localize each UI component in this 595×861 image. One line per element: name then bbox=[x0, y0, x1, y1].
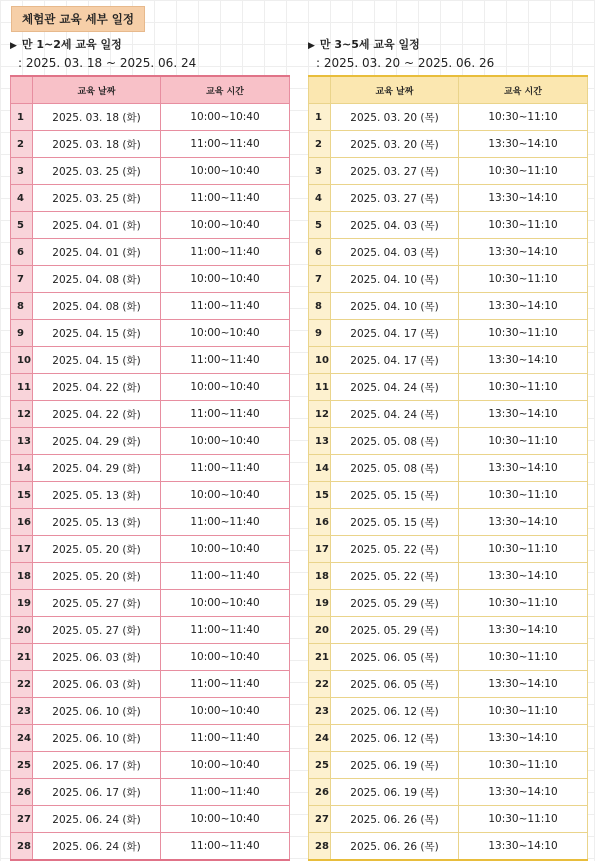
row-number: 28 bbox=[309, 833, 331, 861]
row-time: 10:00~10:40 bbox=[161, 482, 290, 509]
table-row bbox=[11, 455, 290, 482]
table-row bbox=[309, 482, 588, 509]
table-row bbox=[11, 563, 290, 590]
row-time: 10:00~10:40 bbox=[161, 212, 290, 239]
row-time: 10:30~11:10 bbox=[459, 806, 588, 833]
row-time: 11:00~11:40 bbox=[161, 185, 290, 212]
row-number: 10 bbox=[309, 347, 331, 374]
row-time: 10:30~11:10 bbox=[459, 590, 588, 617]
page-title: 체험관 교육 세부 일정 bbox=[11, 6, 145, 32]
row-date: 2025. 06. 12 (목) bbox=[331, 725, 459, 752]
row-date: 2025. 05. 15 (목) bbox=[331, 509, 459, 536]
row-number: 20 bbox=[11, 617, 33, 644]
row-number: 5 bbox=[309, 212, 331, 239]
table-row bbox=[11, 131, 290, 158]
row-number: 9 bbox=[11, 320, 33, 347]
row-date: 2025. 06. 17 (화) bbox=[33, 752, 161, 779]
row-number: 1 bbox=[11, 104, 33, 131]
table-row bbox=[309, 509, 588, 536]
row-number: 18 bbox=[11, 563, 33, 590]
table-row bbox=[11, 590, 290, 617]
table-row bbox=[309, 131, 588, 158]
row-date: 2025. 03. 25 (화) bbox=[33, 158, 161, 185]
table-row bbox=[309, 752, 588, 779]
row-date: 2025. 06. 05 (목) bbox=[331, 671, 459, 698]
table-row bbox=[309, 428, 588, 455]
row-number: 26 bbox=[11, 779, 33, 806]
header-time: 교육 시간 bbox=[161, 76, 290, 104]
row-time: 11:00~11:40 bbox=[161, 725, 290, 752]
row-number: 3 bbox=[309, 158, 331, 185]
row-number: 8 bbox=[11, 293, 33, 320]
table-row bbox=[309, 266, 588, 293]
row-number: 22 bbox=[11, 671, 33, 698]
row-date: 2025. 03. 18 (화) bbox=[33, 104, 161, 131]
row-number: 3 bbox=[11, 158, 33, 185]
row-number: 24 bbox=[309, 725, 331, 752]
row-time: 11:00~11:40 bbox=[161, 401, 290, 428]
table-row bbox=[309, 293, 588, 320]
table-row bbox=[309, 347, 588, 374]
row-time: 13:30~14:10 bbox=[459, 509, 588, 536]
row-time: 10:00~10:40 bbox=[161, 104, 290, 131]
section-heading-text: 만 1~2세 교육 일정 bbox=[21, 38, 122, 51]
row-number: 10 bbox=[11, 347, 33, 374]
table-row bbox=[309, 779, 588, 806]
row-number: 11 bbox=[309, 374, 331, 401]
row-time: 10:30~11:10 bbox=[459, 320, 588, 347]
row-date: 2025. 05. 08 (목) bbox=[331, 428, 459, 455]
row-date: 2025. 04. 17 (목) bbox=[331, 320, 459, 347]
row-time: 10:30~11:10 bbox=[459, 752, 588, 779]
row-number: 16 bbox=[11, 509, 33, 536]
table-row bbox=[11, 698, 290, 725]
row-date: 2025. 03. 18 (화) bbox=[33, 131, 161, 158]
row-time: 11:00~11:40 bbox=[161, 131, 290, 158]
row-number: 14 bbox=[309, 455, 331, 482]
row-time: 10:30~11:10 bbox=[459, 428, 588, 455]
row-number: 18 bbox=[309, 563, 331, 590]
row-date: 2025. 03. 27 (목) bbox=[331, 158, 459, 185]
row-time: 11:00~11:40 bbox=[161, 293, 290, 320]
row-time: 11:00~11:40 bbox=[161, 347, 290, 374]
row-time: 13:30~14:10 bbox=[459, 347, 588, 374]
table-row bbox=[309, 455, 588, 482]
table-row bbox=[309, 617, 588, 644]
row-number: 14 bbox=[11, 455, 33, 482]
table-row bbox=[309, 563, 588, 590]
row-date: 2025. 05. 13 (화) bbox=[33, 482, 161, 509]
table-row bbox=[11, 239, 290, 266]
table-row bbox=[11, 671, 290, 698]
row-date: 2025. 04. 22 (화) bbox=[33, 374, 161, 401]
row-date: 2025. 04. 08 (화) bbox=[33, 266, 161, 293]
schedule-section-age-3-5 bbox=[308, 36, 587, 861]
table-row bbox=[309, 536, 588, 563]
row-date: 2025. 03. 25 (화) bbox=[33, 185, 161, 212]
row-time: 10:00~10:40 bbox=[161, 806, 290, 833]
row-number: 4 bbox=[309, 185, 331, 212]
row-number: 11 bbox=[11, 374, 33, 401]
row-number: 2 bbox=[309, 131, 331, 158]
row-date: 2025. 06. 05 (목) bbox=[331, 644, 459, 671]
row-date: 2025. 05. 08 (목) bbox=[331, 455, 459, 482]
row-time: 13:30~14:10 bbox=[459, 455, 588, 482]
row-date: 2025. 06. 26 (목) bbox=[331, 806, 459, 833]
row-time: 13:30~14:10 bbox=[459, 185, 588, 212]
row-time: 10:30~11:10 bbox=[459, 158, 588, 185]
row-date: 2025. 05. 20 (화) bbox=[33, 563, 161, 590]
row-date: 2025. 05. 29 (목) bbox=[331, 590, 459, 617]
section-date-range: : 2025. 03. 20 ~ 2025. 06. 26 bbox=[316, 56, 495, 70]
table-header-row bbox=[309, 76, 588, 104]
row-number: 25 bbox=[309, 752, 331, 779]
row-number: 4 bbox=[11, 185, 33, 212]
table-row bbox=[309, 320, 588, 347]
row-date: 2025. 05. 22 (목) bbox=[331, 536, 459, 563]
row-date: 2025. 04. 24 (목) bbox=[331, 401, 459, 428]
row-time: 13:30~14:10 bbox=[459, 293, 588, 320]
row-time: 10:00~10:40 bbox=[161, 158, 290, 185]
schedule-table bbox=[10, 75, 290, 861]
row-number: 15 bbox=[11, 482, 33, 509]
row-time: 10:00~10:40 bbox=[161, 266, 290, 293]
row-number: 23 bbox=[309, 698, 331, 725]
row-date: 2025. 04. 03 (목) bbox=[331, 212, 459, 239]
row-number: 12 bbox=[11, 401, 33, 428]
row-time: 10:00~10:40 bbox=[161, 590, 290, 617]
row-number: 21 bbox=[11, 644, 33, 671]
row-time: 13:30~14:10 bbox=[459, 563, 588, 590]
schedule-table bbox=[308, 75, 588, 861]
row-date: 2025. 05. 20 (화) bbox=[33, 536, 161, 563]
table-row bbox=[309, 104, 588, 131]
table-row bbox=[11, 266, 290, 293]
row-date: 2025. 04. 22 (화) bbox=[33, 401, 161, 428]
row-time: 11:00~11:40 bbox=[161, 617, 290, 644]
row-number: 27 bbox=[11, 806, 33, 833]
row-date: 2025. 06. 24 (화) bbox=[33, 833, 161, 861]
row-date: 2025. 04. 29 (화) bbox=[33, 428, 161, 455]
table-row bbox=[11, 104, 290, 131]
row-date: 2025. 06. 17 (화) bbox=[33, 779, 161, 806]
row-number: 6 bbox=[11, 239, 33, 266]
row-time: 10:30~11:10 bbox=[459, 644, 588, 671]
row-number: 26 bbox=[309, 779, 331, 806]
row-time: 10:30~11:10 bbox=[459, 212, 588, 239]
table-row bbox=[11, 617, 290, 644]
table-row bbox=[309, 590, 588, 617]
row-time: 10:30~11:10 bbox=[459, 266, 588, 293]
table-row bbox=[309, 671, 588, 698]
table-row bbox=[309, 401, 588, 428]
row-time: 10:30~11:10 bbox=[459, 104, 588, 131]
row-time: 11:00~11:40 bbox=[161, 509, 290, 536]
row-number: 9 bbox=[309, 320, 331, 347]
row-time: 13:30~14:10 bbox=[459, 131, 588, 158]
row-date: 2025. 04. 15 (화) bbox=[33, 347, 161, 374]
row-time: 13:30~14:10 bbox=[459, 617, 588, 644]
table-row bbox=[11, 536, 290, 563]
row-time: 10:00~10:40 bbox=[161, 698, 290, 725]
row-time: 13:30~14:10 bbox=[459, 725, 588, 752]
row-number: 17 bbox=[309, 536, 331, 563]
table-row bbox=[11, 401, 290, 428]
row-number: 28 bbox=[11, 833, 33, 861]
row-number: 19 bbox=[309, 590, 331, 617]
section-date-range: : 2025. 03. 18 ~ 2025. 06. 24 bbox=[18, 56, 197, 70]
table-row bbox=[309, 806, 588, 833]
row-number: 20 bbox=[309, 617, 331, 644]
row-number: 21 bbox=[309, 644, 331, 671]
row-date: 2025. 04. 29 (화) bbox=[33, 455, 161, 482]
row-time: 10:00~10:40 bbox=[161, 752, 290, 779]
row-date: 2025. 06. 12 (목) bbox=[331, 698, 459, 725]
row-date: 2025. 04. 24 (목) bbox=[331, 374, 459, 401]
row-number: 7 bbox=[309, 266, 331, 293]
table-row bbox=[309, 644, 588, 671]
row-time: 10:30~11:10 bbox=[459, 482, 588, 509]
row-date: 2025. 04. 10 (목) bbox=[331, 293, 459, 320]
header-time: 교육 시간 bbox=[459, 76, 588, 104]
row-date: 2025. 04. 08 (화) bbox=[33, 293, 161, 320]
table-row bbox=[11, 806, 290, 833]
row-date: 2025. 04. 03 (목) bbox=[331, 239, 459, 266]
header-number bbox=[11, 76, 33, 104]
table-row bbox=[11, 347, 290, 374]
row-number: 5 bbox=[11, 212, 33, 239]
row-number: 24 bbox=[11, 725, 33, 752]
table-row bbox=[11, 725, 290, 752]
row-number: 6 bbox=[309, 239, 331, 266]
row-number: 27 bbox=[309, 806, 331, 833]
table-row bbox=[11, 833, 290, 861]
table-row bbox=[309, 374, 588, 401]
row-number: 7 bbox=[11, 266, 33, 293]
row-date: 2025. 04. 17 (목) bbox=[331, 347, 459, 374]
table-row bbox=[11, 779, 290, 806]
row-date: 2025. 05. 15 (목) bbox=[331, 482, 459, 509]
table-row bbox=[11, 212, 290, 239]
table-row bbox=[11, 374, 290, 401]
row-time: 10:30~11:10 bbox=[459, 374, 588, 401]
row-number: 16 bbox=[309, 509, 331, 536]
row-time: 11:00~11:40 bbox=[161, 239, 290, 266]
header-date: 교육 날짜 bbox=[331, 76, 459, 104]
row-date: 2025. 04. 10 (목) bbox=[331, 266, 459, 293]
row-number: 12 bbox=[309, 401, 331, 428]
table-row bbox=[309, 185, 588, 212]
row-date: 2025. 06. 24 (화) bbox=[33, 806, 161, 833]
row-date: 2025. 04. 01 (화) bbox=[33, 239, 161, 266]
table-row bbox=[11, 158, 290, 185]
table-header-row bbox=[11, 76, 290, 104]
header-number bbox=[309, 76, 331, 104]
row-date: 2025. 06. 03 (화) bbox=[33, 644, 161, 671]
row-time: 11:00~11:40 bbox=[161, 779, 290, 806]
row-time: 11:00~11:40 bbox=[161, 455, 290, 482]
row-number: 23 bbox=[11, 698, 33, 725]
row-time: 11:00~11:40 bbox=[161, 671, 290, 698]
row-date: 2025. 03. 27 (목) bbox=[331, 185, 459, 212]
row-number: 22 bbox=[309, 671, 331, 698]
row-date: 2025. 05. 13 (화) bbox=[33, 509, 161, 536]
row-time: 10:00~10:40 bbox=[161, 428, 290, 455]
section-heading bbox=[10, 36, 289, 53]
row-date: 2025. 05. 29 (목) bbox=[331, 617, 459, 644]
row-number: 25 bbox=[11, 752, 33, 779]
row-date: 2025. 05. 27 (화) bbox=[33, 617, 161, 644]
table-row bbox=[11, 185, 290, 212]
row-number: 13 bbox=[309, 428, 331, 455]
row-number: 1 bbox=[309, 104, 331, 131]
schedule-section-age-1-2 bbox=[10, 36, 289, 861]
row-date: 2025. 04. 15 (화) bbox=[33, 320, 161, 347]
row-number: 17 bbox=[11, 536, 33, 563]
triangle-right-icon: ▶ bbox=[10, 41, 17, 51]
table-row bbox=[309, 698, 588, 725]
table-row bbox=[11, 482, 290, 509]
row-number: 19 bbox=[11, 590, 33, 617]
section-heading bbox=[308, 36, 587, 53]
table-row bbox=[11, 644, 290, 671]
row-number: 13 bbox=[11, 428, 33, 455]
table-row bbox=[309, 212, 588, 239]
row-date: 2025. 06. 19 (목) bbox=[331, 779, 459, 806]
row-date: 2025. 06. 26 (목) bbox=[331, 833, 459, 861]
header-date: 교육 날짜 bbox=[33, 76, 161, 104]
row-date: 2025. 06. 10 (화) bbox=[33, 698, 161, 725]
table-row bbox=[309, 833, 588, 861]
table-row bbox=[309, 725, 588, 752]
row-date: 2025. 04. 01 (화) bbox=[33, 212, 161, 239]
table-row bbox=[11, 752, 290, 779]
row-time: 10:00~10:40 bbox=[161, 374, 290, 401]
table-row bbox=[309, 239, 588, 266]
row-time: 13:30~14:10 bbox=[459, 401, 588, 428]
row-date: 2025. 05. 22 (목) bbox=[331, 563, 459, 590]
row-date: 2025. 06. 19 (목) bbox=[331, 752, 459, 779]
row-time: 11:00~11:40 bbox=[161, 563, 290, 590]
row-date: 2025. 05. 27 (화) bbox=[33, 590, 161, 617]
row-date: 2025. 06. 10 (화) bbox=[33, 725, 161, 752]
triangle-right-icon: ▶ bbox=[308, 41, 315, 51]
row-time: 13:30~14:10 bbox=[459, 779, 588, 806]
row-time: 13:30~14:10 bbox=[459, 671, 588, 698]
row-number: 2 bbox=[11, 131, 33, 158]
table-row bbox=[11, 428, 290, 455]
row-time: 10:00~10:40 bbox=[161, 320, 290, 347]
row-time: 13:30~14:10 bbox=[459, 833, 588, 861]
row-date: 2025. 03. 20 (목) bbox=[331, 104, 459, 131]
row-date: 2025. 06. 03 (화) bbox=[33, 671, 161, 698]
row-time: 10:00~10:40 bbox=[161, 644, 290, 671]
row-number: 15 bbox=[309, 482, 331, 509]
row-time: 10:00~10:40 bbox=[161, 536, 290, 563]
row-time: 10:30~11:10 bbox=[459, 698, 588, 725]
table-row bbox=[11, 320, 290, 347]
row-time: 11:00~11:40 bbox=[161, 833, 290, 861]
row-time: 13:30~14:10 bbox=[459, 239, 588, 266]
table-row bbox=[11, 509, 290, 536]
table-row bbox=[309, 158, 588, 185]
section-heading-text: 만 3~5세 교육 일정 bbox=[319, 38, 420, 51]
row-number: 8 bbox=[309, 293, 331, 320]
table-row bbox=[11, 293, 290, 320]
row-time: 10:30~11:10 bbox=[459, 536, 588, 563]
row-date: 2025. 03. 20 (목) bbox=[331, 131, 459, 158]
